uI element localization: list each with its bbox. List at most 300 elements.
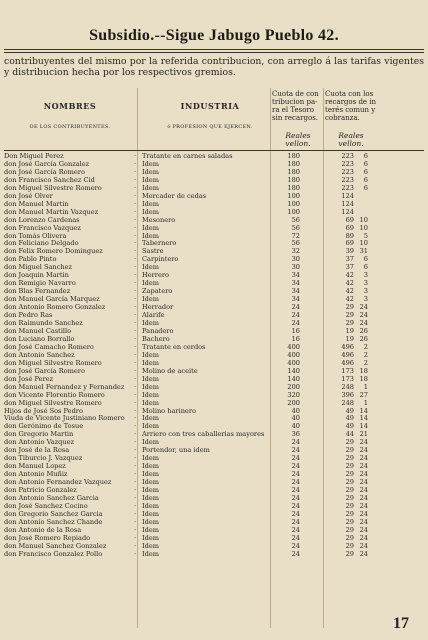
cuota-cell: 24 [291,525,300,534]
contributor-name: don Manuel Lopez [4,462,66,471]
cuota-cell: 24 [291,303,300,312]
contributor-name: don Miguel Silvestre Romero [4,358,102,367]
table-row [0,478,428,486]
industry-cell: Idem [142,533,159,542]
industry-cell: Tabernero [142,239,177,248]
leader-dot: · [134,486,137,495]
table-row [0,359,428,367]
recargo-fraction-cell: 24 [359,462,368,471]
recargo-cell: 42 [345,287,354,296]
leader-dot: · [134,358,137,367]
recargo-fraction-cell: 24 [359,438,368,447]
recargo-fraction-cell: 14 [359,422,368,431]
recargo-cell: 496 [341,350,354,359]
contributor-name: don Antonio Vazquez [4,438,74,447]
cuota-cell: 34 [291,279,300,288]
contributor-name: don José García Romero [4,366,85,375]
leader-dot: · [134,493,137,502]
recargo-cell: 29 [345,517,354,526]
recargo-cell: 29 [345,486,354,495]
recargo-fraction-cell: 14 [359,406,368,415]
recargo-cell: 29 [345,493,354,502]
recargo-fraction-cell: 24 [359,493,368,502]
table-row [0,311,428,319]
recargo-cell: 223 [341,175,354,184]
recargo-cell: 496 [341,358,354,367]
recargo-fraction-cell: 24 [359,303,368,312]
recargo-cell: 223 [341,152,354,160]
recargo-cell: 248 [341,398,354,407]
recargo-cell: 37 [345,263,354,272]
leader-dot: · [134,207,137,216]
industry-cell: Zapatero [142,287,173,296]
recargo-cell: 124 [341,207,354,216]
recargo-cell: 42 [345,271,354,280]
table-row [0,510,428,518]
industry-cell: Idem [142,159,159,168]
contributor-name: don José Sanchez Cocino [4,501,88,510]
header-unit-cuota: Reales vellon. [285,131,311,148]
industry-cell: Idem [142,167,159,176]
recargo-cell: 124 [341,199,354,208]
cuota-cell: 180 [287,167,300,176]
table-row [0,271,428,279]
recargo-fraction-cell: 24 [359,470,368,479]
header-rule [4,150,424,151]
recargo-fraction-cell: 3 [363,295,368,304]
contributor-name: don Manuel Sanchez Gonzalez [4,541,107,550]
contributor-name: don José García Gonzalez [4,159,90,168]
recargo-fraction-cell: 6 [363,263,368,272]
recargo-fraction-cell: 24 [359,541,368,550]
cuota-cell: 30 [291,263,300,272]
table-row [0,279,428,287]
leader-dot: · [134,311,137,320]
cuota-cell: 24 [291,509,300,518]
recargo-fraction-cell: 24 [359,509,368,518]
recargo-fraction-cell: 24 [359,454,368,463]
cuota-cell: 40 [291,422,300,431]
table-row [0,343,428,351]
industry-cell: Idem [142,199,159,208]
leader-dot: · [134,191,137,200]
leader-dot: · [134,430,137,439]
industry-cell: Idem [142,358,159,367]
industry-cell: Idem [142,175,159,184]
recargo-cell: 19 [345,334,354,343]
recargo-cell: 29 [345,319,354,328]
recargo-fraction-cell: 24 [359,517,368,526]
contributor-name: don Antonio Romero Gonzalez [4,303,106,312]
contributor-name: don Antonio Sanchez Garcia [4,493,99,502]
recargo-cell: 69 [345,239,354,248]
recargo-fraction-cell: 27 [359,390,368,399]
leader-dot: · [134,215,137,224]
header-unit-recargo: Reales vellon. [338,131,364,148]
table-row [0,470,428,478]
leader-dot: · [134,239,137,248]
recargo-cell: 29 [345,446,354,455]
header-cuota: Cuota de con tribucion pa- ra el Tesoro sin recargos. [272,90,319,122]
industry-cell: Idem [142,414,159,423]
leader-dot: · [134,247,137,256]
recargo-fraction-cell: 18 [359,374,368,383]
recargo-fraction-cell: 6 [363,167,368,176]
leader-dot: · [134,549,137,558]
industry-cell: Arriero con tres caballerias mayores [142,430,265,439]
industry-cell: Idem [142,183,159,192]
recargo-cell: 42 [345,279,354,288]
contributor-name: don Francisco Sanchez Cid [4,175,95,184]
cuota-cell: 400 [287,358,300,367]
recargo-cell: 44 [345,430,354,439]
recargo-fraction-cell: 3 [363,271,368,280]
leader-dot: · [134,263,137,272]
recargo-fraction-cell: 6 [363,175,368,184]
cuota-cell: 72 [291,231,300,240]
industry-cell: Idem [142,493,159,502]
recargo-fraction-cell: 1 [363,398,368,407]
cuota-cell: 24 [291,486,300,495]
recargo-fraction-cell: 21 [359,430,368,439]
recargo-cell: 42 [345,295,354,304]
recargo-cell: 29 [345,509,354,518]
cuota-cell: 36 [291,430,300,439]
contributor-name: don Tiburcio J. Vazquez [4,454,83,463]
recargo-cell: 19 [345,326,354,335]
recargo-fraction-cell: 24 [359,319,368,328]
cuota-cell: 56 [291,239,300,248]
contributor-name: don Manuel Martin Vazquez [4,207,99,216]
cuota-cell: 24 [291,517,300,526]
table-row [0,351,428,359]
table-row [0,375,428,383]
contributor-name: don Gregorio Martin [4,430,74,439]
contributor-name: don José Perez [4,374,54,383]
cuota-cell: 56 [291,223,300,232]
recargo-cell: 49 [345,414,354,423]
recargo-cell: 124 [341,191,354,200]
recargo-fraction-cell: 10 [359,223,368,232]
table-row [0,208,428,216]
leader-dot: · [134,326,137,335]
recargo-cell: 29 [345,525,354,534]
industry-cell: Herrador [142,303,174,312]
cuota-cell: 34 [291,287,300,296]
contributor-name: don Luciano Borrallo [4,334,75,343]
table-row [0,542,428,550]
cuota-cell: 24 [291,470,300,479]
table-row [0,295,428,303]
leader-dot: · [134,374,137,383]
cuota-cell: 200 [287,382,300,391]
cuota-cell: 24 [291,549,300,558]
table-row [0,486,428,494]
recargo-fraction-cell: 2 [363,342,368,351]
table-row [0,399,428,407]
leader-dot: · [134,414,137,423]
industry-cell: Idem [142,279,159,288]
table-row [0,383,428,391]
leader-dot: · [134,231,137,240]
leader-dot: · [134,287,137,296]
contributor-name: don Lorenzo Cardenas [4,215,80,224]
leader-dot: · [134,446,137,455]
contributor-name: don Francisco Gonzalez Pollo [4,549,103,558]
table-row [0,232,428,240]
cuota-cell: 400 [287,342,300,351]
cuota-cell: 24 [291,541,300,550]
industry-cell: Idem [142,350,159,359]
industry-cell: Sastre [142,247,164,256]
cuota-cell: 100 [287,207,300,216]
cuota-cell: 140 [287,374,300,383]
table-row [0,327,428,335]
leader-dot: · [134,517,137,526]
cuota-cell: 100 [287,199,300,208]
contributor-name: don Gregorio Sanchez Garcia [4,509,103,518]
intro-paragraph: contribuyentes del mismo por la referida contribucion, con arreglo á las tarifas vigentes y distribucion hecha por los respectivos gremios. [4,56,424,78]
cuota-cell: 16 [291,334,300,343]
table-row [0,446,428,454]
industry-cell: Idem [142,207,159,216]
industry-cell: Idem [142,438,159,447]
leader-dot: · [134,295,137,304]
leader-dot: · [134,509,137,518]
leader-dot: · [134,501,137,510]
cuota-cell: 24 [291,446,300,455]
cuota-cell: 40 [291,414,300,423]
recargo-fraction-cell: 24 [359,533,368,542]
header-industria-sub: ó PROFESION QUE EJERCEN. [167,124,253,130]
leader-dot: · [134,319,137,328]
cuota-cell: 30 [291,255,300,264]
table-row [0,438,428,446]
recargo-cell: 49 [345,422,354,431]
industry-cell: Idem [142,390,159,399]
industry-cell: Idem [142,319,159,328]
cuota-cell: 56 [291,215,300,224]
table-row [0,391,428,399]
leader-dot: · [134,183,137,192]
cuota-cell: 140 [287,366,300,375]
contributor-name: don Vicente Florentio Romero [4,390,105,399]
cuota-cell: 24 [291,478,300,487]
leader-dot: · [134,167,137,176]
contributor-name: don Felix Romero Dominguez [4,247,103,256]
contributor-name: don Raimundo Sanchez [4,319,83,328]
leader-dot: · [134,350,137,359]
leader-dot: · [134,255,137,264]
table-row [0,192,428,200]
industry-cell: Idem [142,295,159,304]
cuota-cell: 200 [287,398,300,407]
industry-cell: Idem [142,263,159,272]
cuota-cell: 24 [291,438,300,447]
contributor-name: don Miguel Sanchez [4,263,72,272]
contributor-name: don Antonio Sanchez Chande [4,517,103,526]
table-row [0,422,428,430]
recargo-cell: 29 [345,501,354,510]
contributor-name: don Pedro Ras [4,311,53,320]
table-row [0,287,428,295]
recargo-fraction-cell: 24 [359,311,368,320]
contributor-name: don Francisco Vazquez [4,223,81,232]
recargo-cell: 29 [345,549,354,558]
contributor-name: Don Miguel Perez [4,152,64,160]
leader-dot: · [134,478,137,487]
header-nombres: NOMBRES [43,101,97,111]
recargo-fraction-cell: 6 [363,183,368,192]
table-row [0,430,428,438]
industry-cell: Molino de aceite [142,366,198,375]
recargo-fraction-cell: 24 [359,478,368,487]
recargo-fraction-cell: 24 [359,549,368,558]
recargo-fraction-cell: 14 [359,414,368,423]
industry-cell: Herrero [142,271,169,280]
recargo-fraction-cell: 10 [359,239,368,248]
industry-cell: Idem [142,517,159,526]
industry-cell: Idem [142,374,159,383]
industry-cell: Idem [142,486,159,495]
contributor-name: Viuda de Vicente Justiniano Romero [4,414,125,423]
recargo-fraction-cell: 1 [363,382,368,391]
cuota-cell: 24 [291,462,300,471]
contributor-name: don Tomás Olivera [4,231,67,240]
leader-dot: · [134,303,137,312]
leader-dot: · [134,152,137,160]
industry-cell: Tratante en carnes saladas [142,152,233,160]
recargo-cell: 89 [345,231,354,240]
leader-dot: · [134,390,137,399]
contributor-name: Hijos de José Sos Pedro [4,406,83,415]
leader-dot: · [134,382,137,391]
recargo-fraction-cell: 24 [359,486,368,495]
table-row [0,263,428,271]
table-row [0,518,428,526]
table-row [0,494,428,502]
recargo-fraction-cell: 6 [363,159,368,168]
cuota-cell: 34 [291,271,300,280]
industry-cell: Idem [142,398,159,407]
recargo-cell: 223 [341,167,354,176]
recargo-cell: 29 [345,454,354,463]
recargo-fraction-cell: 24 [359,446,368,455]
industry-cell: Portendor, una idem [142,446,210,455]
table-row [0,176,428,184]
recargo-cell: 29 [345,470,354,479]
recargo-fraction-cell: 26 [359,326,368,335]
industry-cell: Idem [142,501,159,510]
cuota-cell: 24 [291,493,300,502]
contributor-name: don Antonio Muñiz [4,470,68,479]
recargo-cell: 173 [341,366,354,375]
industry-cell: Idem [142,223,159,232]
industry-cell: Idem [142,541,159,550]
contributor-name: don Blas Fernandez [4,287,71,296]
recargo-cell: 29 [345,462,354,471]
contributor-name: don Manuel Fernandez y Fernandez [4,382,125,391]
recargo-fraction-cell: 2 [363,350,368,359]
recargo-cell: 29 [345,311,354,320]
recargo-fraction-cell: 26 [359,334,368,343]
recargo-cell: 223 [341,159,354,168]
recargo-fraction-cell: 3 [363,279,368,288]
contributor-name: don Antonio Fernandez Vazquez [4,478,112,487]
leader-dot: · [134,398,137,407]
recargo-cell: 69 [345,223,354,232]
recargo-cell: 173 [341,374,354,383]
leader-dot: · [134,541,137,550]
page-number: 17 [393,615,409,632]
contributor-name: don Feliciano Delgado [4,239,79,248]
recargo-fraction-cell: 6 [363,152,368,160]
table-row [0,367,428,375]
table-row [0,239,428,247]
cuota-cell: 24 [291,454,300,463]
recargo-cell: 29 [345,303,354,312]
header-industria: INDUSTRIA [180,101,240,111]
leader-dot: · [134,454,137,463]
cuota-cell: 34 [291,295,300,304]
table-row [0,502,428,510]
contributor-name: don José Romero Repiado [4,533,91,542]
recargo-fraction-cell: 24 [359,501,368,510]
table-row [0,255,428,263]
leader-dot: · [134,159,137,168]
industry-cell: Idem [142,478,159,487]
header-nombres-sub: DE LOS CONTRIBUYENTES. [29,124,111,130]
recargo-fraction-cell: 31 [359,247,368,256]
cuota-cell: 16 [291,326,300,335]
industry-cell: Molino harinero [142,406,196,415]
cuota-cell: 180 [287,152,300,160]
recargo-cell: 39 [345,247,354,256]
recargo-fraction-cell: 2 [363,358,368,367]
table-row [0,335,428,343]
recargo-cell: 396 [341,390,354,399]
leader-dot: · [134,438,137,447]
cuota-cell: 24 [291,311,300,320]
recargo-fraction-cell: 3 [363,287,368,296]
cuota-cell: 180 [287,159,300,168]
cuota-cell: 24 [291,501,300,510]
contributor-name: don José Camacho Romero [4,342,94,351]
title-rule-top [4,49,424,50]
table-row [0,526,428,534]
recargo-fraction-cell: 24 [359,525,368,534]
contributor-name: don Manuel García Marquez [4,295,100,304]
cuota-cell: 32 [291,247,300,256]
leader-dot: · [134,525,137,534]
industry-cell: Idem [142,525,159,534]
leader-dot: · [134,223,137,232]
recargo-cell: 29 [345,533,354,542]
contributor-name: don Manuel Martin [4,199,69,208]
contributor-name: don Remigio Navarro [4,279,76,288]
recargo-fraction-cell: 18 [359,366,368,375]
table-row [0,168,428,176]
industry-cell: Carpintero [142,255,179,264]
contributor-name: don Joaquin Martin [4,271,69,280]
cuota-cell: 320 [287,390,300,399]
recargo-cell: 29 [345,478,354,487]
industry-cell: Idem [142,462,159,471]
contributor-name: don Antonio de la Rosa [4,525,82,534]
cuota-cell: 24 [291,533,300,542]
contributor-name: don José Olver [4,191,53,200]
table-row [0,534,428,542]
